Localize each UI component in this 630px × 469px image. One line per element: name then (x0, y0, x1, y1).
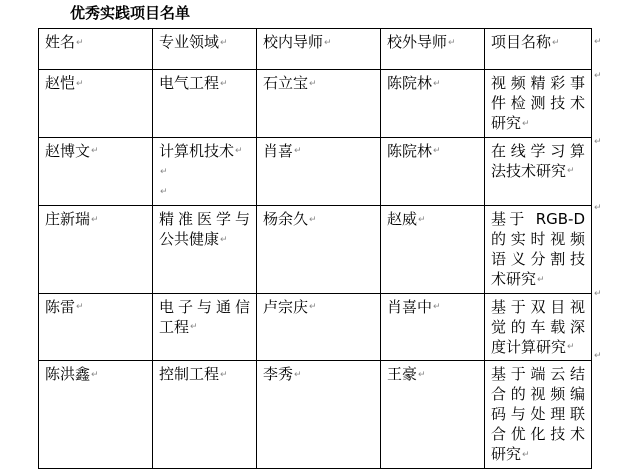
cell-inner-advisor: 杨余久↵ (257, 206, 381, 294)
cell-name: 庄新瑞↵ (39, 206, 153, 294)
row-end-mark: ↵ (594, 71, 602, 81)
cell-project: 基于双目视 觉的车载深 度计算研究↵ (485, 293, 592, 361)
project-table (38, 28, 592, 469)
row-end-mark: ↵ (594, 351, 602, 361)
page-title: 优秀实践项目名单 (70, 4, 191, 22)
table-header-row (39, 29, 592, 70)
row-end-mark: ↵ (594, 289, 602, 299)
cell-name: 陈雷↵ (39, 293, 153, 361)
table-row (39, 293, 592, 361)
table-row (39, 361, 592, 469)
cell-project: 在线学习算 法技术研究↵ (485, 137, 592, 206)
cell-inner-advisor: 卢宗庆↵ (257, 293, 381, 361)
cell-name: 陈洪鑫↵ (39, 361, 153, 469)
cell-project: 基于端云结 合的视频编 码与处理联 合优化技术 研究↵ (485, 361, 592, 469)
row-end-mark: ↵ (594, 137, 602, 147)
cell-outer-advisor: 陈院林↵ (381, 137, 485, 206)
cell-field: 控制工程↵ (153, 361, 257, 469)
cell-outer-advisor: 肖喜中↵ (381, 293, 485, 361)
cell-field: 电子与通信 工程↵ (153, 293, 257, 361)
row-end-mark: ↵ (594, 203, 602, 213)
cell-inner-advisor: 肖喜↵ (257, 137, 381, 206)
cell-project: 视频精彩事 件检测技术 研究↵ (485, 70, 592, 138)
header-outer-advisor: 校外导师↵ (381, 29, 485, 70)
cell-inner-advisor: 石立宝↵ (257, 70, 381, 138)
header-name: 姓名↵ (39, 29, 153, 70)
cell-name: 赵博文↵ (39, 137, 153, 206)
table-row (39, 206, 592, 294)
table-row (39, 137, 592, 206)
cell-inner-advisor: 李秀↵ (257, 361, 381, 469)
table-row (39, 70, 592, 138)
cell-field: 电气工程↵ (153, 70, 257, 138)
cell-outer-advisor: 赵威↵ (381, 206, 485, 294)
cell-field: 计算机技术↵ ↵ ↵ (153, 137, 257, 206)
cell-name: 赵恺↵ (39, 70, 153, 138)
header-inner-advisor: 校内导师↵ (257, 29, 381, 70)
row-end-mark: ↵ (594, 37, 602, 47)
header-field: 专业领域↵ (153, 29, 257, 70)
header-project: 项目名称↵ (485, 29, 592, 70)
cell-outer-advisor: 陈院林↵ (381, 70, 485, 138)
cell-outer-advisor: 王豪↵ (381, 361, 485, 469)
cell-field: 精准医学与 公共健康↵ (153, 206, 257, 294)
cell-project: 基于 RGB-D 的实时视频 语义分割技 术研究↵ (485, 206, 592, 294)
